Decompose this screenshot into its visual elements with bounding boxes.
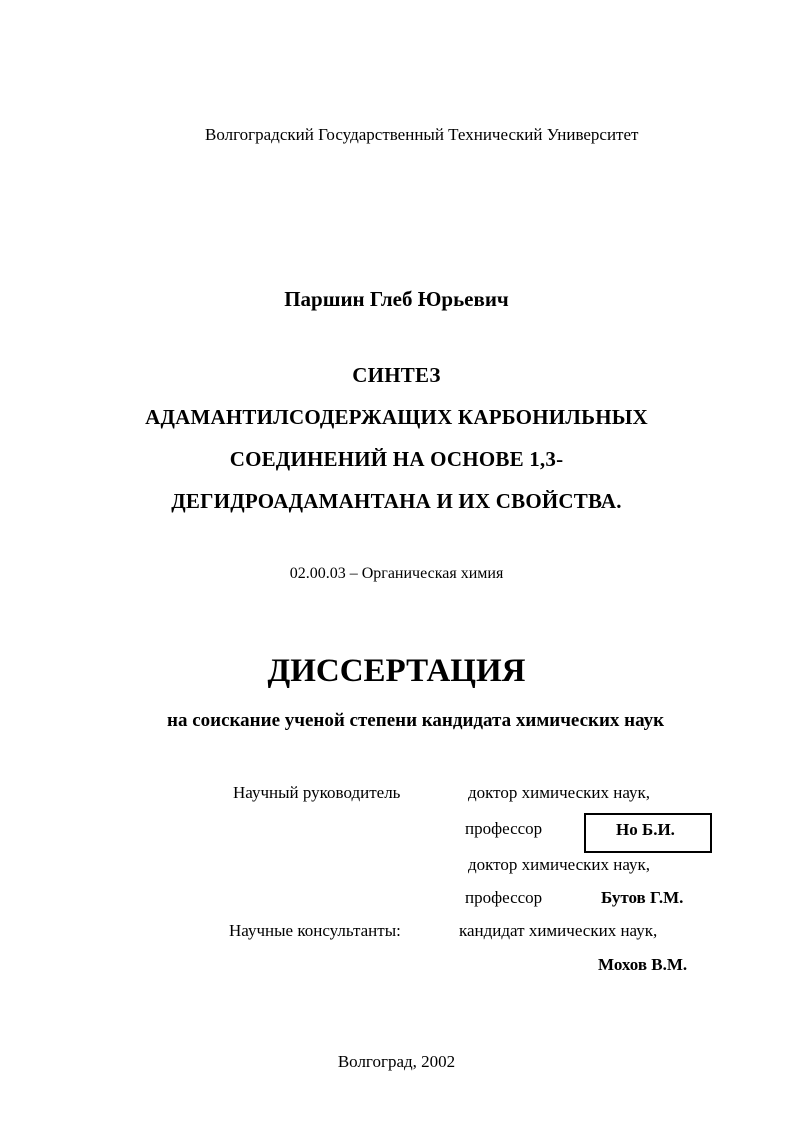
university-name: Волгоградский Государственный Технический Университет — [205, 125, 639, 144]
title-line-1: СИНТЕЗ — [352, 363, 441, 387]
supervisor-1-degree: доктор химических наук, — [468, 783, 651, 802]
supervisor-2-name: Бутов Г.М. — [601, 888, 684, 907]
supervisor-1-name-box — [584, 813, 712, 853]
document-type: ДИССЕРТАЦИЯ — [267, 653, 526, 689]
author-name: Паршин Глеб Юрьевич — [284, 287, 509, 311]
consultant-degree: кандидат химических наук, — [459, 921, 658, 940]
supervisor-label: Научный руководитель — [233, 783, 401, 802]
city-year: Волгоград, 2002 — [337, 1052, 456, 1071]
title-line-4: ДЕГИДРОАДАМАНТАНА И ИХ СВОЙСТВА. — [171, 489, 622, 513]
supervisor-2-degree: доктор химических наук, — [468, 855, 651, 874]
consultant-name: Мохов В.М. — [598, 955, 688, 974]
specialty-code: 02.00.03 – Органическая химия — [289, 565, 504, 582]
title-line-3: СОЕДИНЕНИЙ НА ОСНОВЕ 1,3- — [229, 447, 564, 471]
degree-line: на соискание ученой степени кандидата химических наук — [167, 710, 665, 731]
title-line-2: АДАМАНТИЛСОДЕРЖАЩИХ КАРБОНИЛЬНЫХ — [145, 405, 648, 429]
consultants-label: Научные консультанты: — [229, 921, 401, 940]
supervisor-1-name: Но Б.И. — [616, 820, 675, 839]
supervisor-1-rank: профессор — [465, 819, 543, 838]
supervisor-2-rank: профессор — [465, 888, 543, 907]
